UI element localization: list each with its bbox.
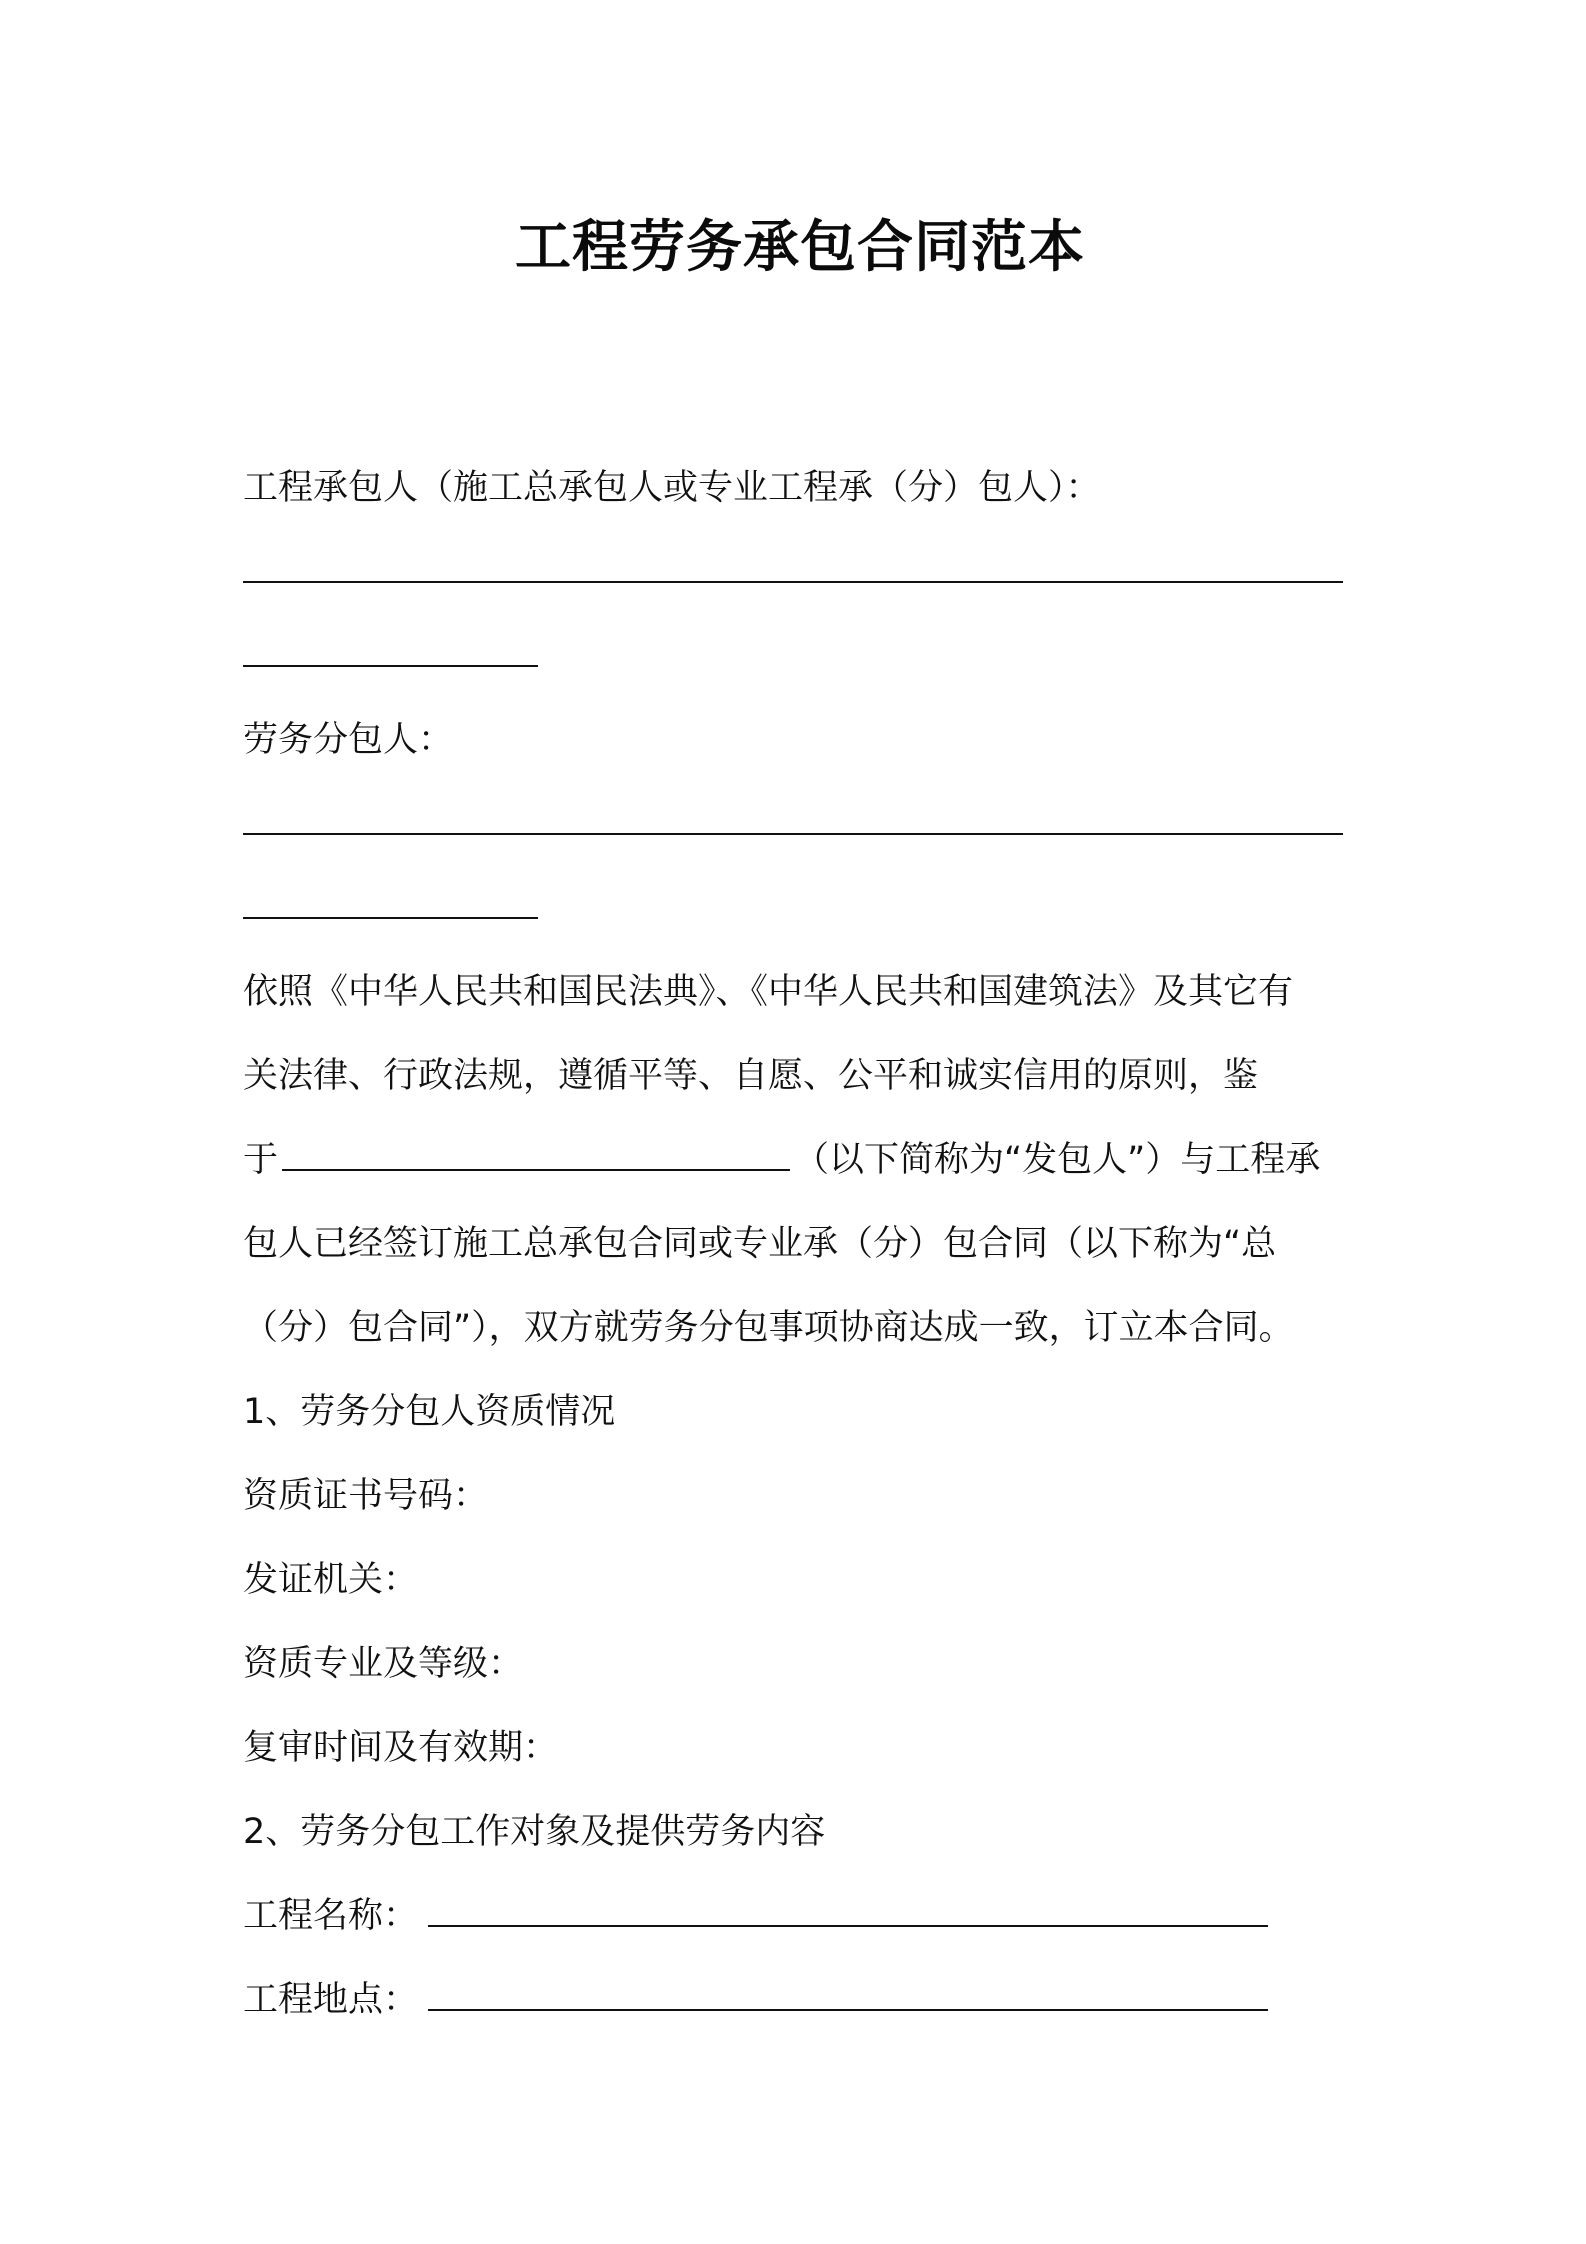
section-1-heading: 1、劳务分包人资质情况: [243, 1392, 616, 1432]
project-name-label: 工程名称：: [243, 1896, 419, 1936]
project-location-blank: [428, 1979, 1268, 2011]
project-name-blank: [428, 1895, 1268, 1927]
blank-underline: [243, 551, 1343, 583]
project-location-row: [243, 1958, 1358, 2042]
field-review-validity: 复审时间及有效期：: [243, 1728, 559, 1768]
preamble-line-1: 依照《中华人民共和国民法典》、《中华人民共和国建筑法》及其它有: [243, 972, 1294, 1012]
blank-underline: [243, 635, 538, 667]
contractor-blank-line-1: [243, 530, 1358, 614]
contractor-label: 工程承包人（施工总承包人或专业工程承（分）包人）：: [243, 468, 1101, 508]
document-title: 工程劳务承包合同范本: [515, 215, 1085, 280]
field-qualification-grade: 资质专业及等级：: [243, 1644, 524, 1684]
field-issuing-authority: 发证机关：: [243, 1560, 419, 1600]
project-location-label: 工程地点：: [243, 1980, 419, 2020]
preamble-line-4: 包人已经签订施工总承包合同或专业承（分）包合同（以下称为“总: [243, 1224, 1277, 1264]
preamble-line-3-prefix: 于: [243, 1140, 279, 1180]
blank-underline: [243, 887, 538, 919]
preamble-line-3: [243, 1118, 1358, 1202]
project-name-row: [243, 1874, 1358, 1958]
labor-subcontractor-label: 劳务分包人：: [243, 720, 454, 760]
preamble-line-3-suffix: （以下简称为“发包人”）与工程承: [794, 1140, 1321, 1180]
subcontractor-blank-line-1: [243, 782, 1358, 866]
blank-underline: [243, 803, 1343, 835]
preamble-line-2: 关法律、行政法规，遵循平等、自愿、公平和诚实信用的原则，鉴: [243, 1056, 1259, 1096]
subcontractor-blank-line-2: [243, 866, 1358, 950]
contractor-blank-line-2: [243, 614, 1358, 698]
section-2-heading: 2、劳务分包工作对象及提供劳务内容: [243, 1812, 826, 1852]
document-body: [243, 446, 1358, 2042]
preamble-line-5: （分）包合同”），双方就劳务分包事项协商达成一致，订立本合同。: [243, 1308, 1294, 1348]
field-cert-number: 资质证书号码：: [243, 1476, 489, 1516]
employer-blank: [282, 1139, 790, 1171]
